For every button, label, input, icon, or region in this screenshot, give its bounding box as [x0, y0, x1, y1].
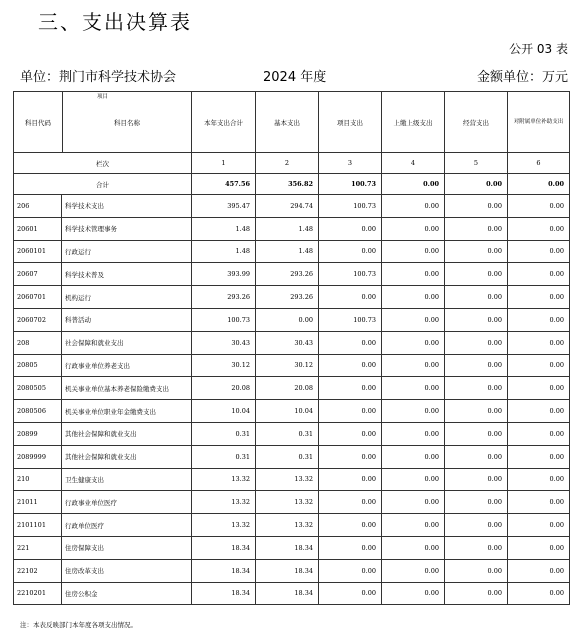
amount-cell: 0.00 [382, 377, 445, 400]
amount-cell: 0.00 [445, 468, 508, 491]
amount-cell: 0.00 [382, 559, 445, 582]
subject-name: 其他社会保障和就业支出 [62, 445, 192, 468]
subject-name: 科学技术支出 [62, 195, 192, 218]
amount-cell: 0.00 [319, 559, 382, 582]
amount-cell: 0.00 [508, 263, 570, 286]
total-value: 0.00 [445, 174, 508, 195]
table-row [14, 491, 570, 514]
amount-cell: 18.34 [192, 536, 256, 559]
amount-cell: 20.08 [192, 377, 256, 400]
amount-cell: 0.00 [508, 422, 570, 445]
amount-cell: 0.00 [508, 354, 570, 377]
total-value: 100.73 [319, 174, 382, 195]
amount-cell: 0.00 [445, 286, 508, 309]
amount-cell: 293.26 [256, 286, 319, 309]
amount-cell: 0.00 [382, 331, 445, 354]
amount-cell: 0.00 [382, 263, 445, 286]
amount-cell: 18.34 [256, 582, 319, 605]
table-row [14, 559, 570, 582]
amount-cell: 0.00 [508, 331, 570, 354]
col-number: 6 [508, 153, 570, 174]
table-row [14, 514, 570, 537]
amount-cell: 0.00 [382, 286, 445, 309]
amount-cell: 0.31 [192, 445, 256, 468]
col-number: 2 [256, 153, 319, 174]
col-number: 4 [382, 153, 445, 174]
subject-code: 206 [14, 195, 62, 218]
table-row [14, 195, 570, 218]
col-number: 5 [445, 153, 508, 174]
amount-cell: 0.00 [445, 514, 508, 537]
amount-cell: 0.00 [508, 400, 570, 423]
subject-code: 2101101 [14, 514, 62, 537]
amount-cell: 0.00 [319, 445, 382, 468]
money-unit-label: 金额单位：万元 [476, 70, 568, 85]
amount-cell: 0.00 [508, 468, 570, 491]
subject-name: 住房保障支出 [62, 536, 192, 559]
code-header: 科目代码 [14, 92, 63, 152]
amount-cell: 100.73 [319, 308, 382, 331]
col-header: 本年支出合计 [192, 92, 256, 153]
amount-cell: 13.32 [256, 468, 319, 491]
subject-code: 21011 [14, 491, 62, 514]
amount-cell: 100.73 [319, 195, 382, 218]
page-title: 三、支出决算表 [38, 10, 192, 34]
amount-cell: 13.32 [256, 514, 319, 537]
amount-cell: 20.08 [256, 377, 319, 400]
subject-code: 20601 [14, 217, 62, 240]
subject-name: 行政事业单位医疗 [62, 491, 192, 514]
amount-cell: 0.00 [319, 354, 382, 377]
table-row [14, 217, 570, 240]
amount-cell: 0.00 [382, 400, 445, 423]
col-header: 对附属单位补助支出 [508, 92, 570, 153]
unit-label: 单位：荆门市科学技术协会 [20, 70, 177, 85]
year-label: 2024 年度 [263, 70, 327, 85]
col-header: 基本支出 [256, 92, 319, 153]
col-number: 1 [192, 153, 256, 174]
table-row [14, 308, 570, 331]
col-header: 上缴上级支出 [382, 92, 445, 153]
total-value: 0.00 [508, 174, 570, 195]
amount-cell: 0.00 [445, 354, 508, 377]
amount-cell: 0.00 [445, 308, 508, 331]
table-row [14, 331, 570, 354]
amount-cell: 0.00 [508, 217, 570, 240]
amount-cell: 30.12 [192, 354, 256, 377]
subject-code: 208 [14, 331, 62, 354]
amount-cell: 0.00 [508, 491, 570, 514]
subject-code: 210 [14, 468, 62, 491]
table-row [14, 354, 570, 377]
amount-cell: 0.00 [445, 582, 508, 605]
subject-name: 行政单位医疗 [62, 514, 192, 537]
amount-cell: 0.00 [382, 217, 445, 240]
total-label: 合计 [14, 174, 192, 195]
amount-cell: 0.00 [319, 582, 382, 605]
project-header [14, 92, 192, 153]
subject-code: 20607 [14, 263, 62, 286]
amount-cell: 293.26 [256, 263, 319, 286]
amount-cell: 13.32 [256, 491, 319, 514]
table-row [14, 468, 570, 491]
subject-code: 2080505 [14, 377, 62, 400]
amount-cell: 0.00 [382, 422, 445, 445]
amount-cell: 0.00 [382, 514, 445, 537]
amount-cell: 293.26 [192, 286, 256, 309]
amount-cell: 0.00 [508, 536, 570, 559]
amount-cell: 18.34 [192, 582, 256, 605]
amount-cell: 1.48 [192, 240, 256, 263]
col-header: 经营支出 [445, 92, 508, 153]
amount-cell: 0.00 [508, 240, 570, 263]
amount-cell: 0.00 [445, 377, 508, 400]
amount-cell: 1.48 [192, 217, 256, 240]
amount-cell: 18.34 [256, 536, 319, 559]
subject-name: 卫生健康支出 [62, 468, 192, 491]
subject-name: 科学技术管理事务 [62, 217, 192, 240]
subject-name: 行政事业单位养老支出 [62, 354, 192, 377]
table-row [14, 445, 570, 468]
subject-code: 2089999 [14, 445, 62, 468]
amount-cell: 13.32 [192, 514, 256, 537]
amount-cell: 0.00 [382, 468, 445, 491]
table-row [14, 377, 570, 400]
subject-name: 机构运行 [62, 286, 192, 309]
amount-cell: 0.00 [382, 354, 445, 377]
amount-cell: 0.00 [508, 445, 570, 468]
amount-cell: 0.00 [319, 286, 382, 309]
name-header: 科目名称 [114, 118, 140, 127]
subject-code: 2210201 [14, 582, 62, 605]
amount-cell: 0.31 [192, 422, 256, 445]
subject-name: 社会保障和就业支出 [62, 331, 192, 354]
amount-cell: 0.00 [319, 491, 382, 514]
subject-name: 科普活动 [62, 308, 192, 331]
amount-cell: 0.00 [445, 400, 508, 423]
amount-cell: 0.00 [319, 217, 382, 240]
col-header: 项目支出 [319, 92, 382, 153]
amount-cell: 13.32 [192, 468, 256, 491]
column-number-row [14, 153, 570, 174]
amount-cell: 100.73 [319, 263, 382, 286]
amount-cell: 0.00 [319, 400, 382, 423]
amount-cell: 30.12 [256, 354, 319, 377]
subject-name: 其他社会保障和就业支出 [62, 422, 192, 445]
table-row [14, 400, 570, 423]
amount-cell: 10.04 [192, 400, 256, 423]
subject-code: 20805 [14, 354, 62, 377]
subject-name: 科学技术普及 [62, 263, 192, 286]
subject-code: 2060701 [14, 286, 62, 309]
table-row [14, 263, 570, 286]
total-value: 356.82 [256, 174, 319, 195]
amount-cell: 0.00 [319, 377, 382, 400]
amount-cell: 0.00 [445, 263, 508, 286]
amount-cell: 100.73 [192, 308, 256, 331]
amount-cell: 395.47 [192, 195, 256, 218]
table-row [14, 536, 570, 559]
amount-cell: 0.00 [508, 377, 570, 400]
amount-cell: 0.00 [445, 491, 508, 514]
amount-cell: 18.34 [256, 559, 319, 582]
amount-cell: 30.43 [192, 331, 256, 354]
subject-code: 2060101 [14, 240, 62, 263]
amount-cell: 0.00 [382, 240, 445, 263]
amount-cell: 0.00 [445, 195, 508, 218]
total-row [14, 174, 570, 195]
table-row [14, 422, 570, 445]
amount-cell: 0.00 [319, 536, 382, 559]
subject-name: 行政运行 [62, 240, 192, 263]
amount-cell: 0.00 [319, 240, 382, 263]
amount-cell: 0.31 [256, 422, 319, 445]
amount-cell: 0.00 [319, 468, 382, 491]
amount-cell: 0.00 [445, 217, 508, 240]
amount-cell: 0.00 [319, 331, 382, 354]
total-value: 0.00 [382, 174, 445, 195]
table-row [14, 582, 570, 605]
amount-cell: 30.43 [256, 331, 319, 354]
amount-cell: 0.00 [382, 536, 445, 559]
lanci-label: 栏次 [14, 153, 192, 174]
amount-cell: 0.00 [256, 308, 319, 331]
footer-note: 注：本表反映部门本年度各项支出情况。 [20, 621, 137, 629]
amount-cell: 0.00 [445, 240, 508, 263]
subject-code: 221 [14, 536, 62, 559]
amount-cell: 0.00 [382, 195, 445, 218]
amount-cell: 0.00 [508, 514, 570, 537]
amount-cell: 1.48 [256, 240, 319, 263]
table-row [14, 286, 570, 309]
total-value: 457.56 [192, 174, 256, 195]
amount-cell: 13.32 [192, 491, 256, 514]
subject-name: 机关事业单位基本养老保险缴费支出 [62, 377, 192, 400]
amount-cell: 0.00 [508, 308, 570, 331]
subject-code: 22102 [14, 559, 62, 582]
amount-cell: 0.00 [508, 286, 570, 309]
amount-cell: 0.00 [508, 559, 570, 582]
table-row [14, 240, 570, 263]
amount-cell: 0.00 [382, 491, 445, 514]
amount-cell: 0.00 [445, 422, 508, 445]
amount-cell: 10.04 [256, 400, 319, 423]
amount-cell: 0.00 [445, 536, 508, 559]
amount-cell: 294.74 [256, 195, 319, 218]
subject-name: 住房公积金 [62, 582, 192, 605]
subject-code: 2080506 [14, 400, 62, 423]
amount-cell: 0.00 [445, 559, 508, 582]
subject-name: 住房改革支出 [62, 559, 192, 582]
subject-code: 20899 [14, 422, 62, 445]
amount-cell: 0.00 [382, 582, 445, 605]
expenditure-table [13, 91, 570, 605]
amount-cell: 0.00 [319, 422, 382, 445]
amount-cell: 1.48 [256, 217, 319, 240]
amount-cell: 0.00 [382, 445, 445, 468]
project-header-label: 项目 [96, 94, 108, 100]
col-number: 3 [319, 153, 382, 174]
amount-cell: 18.34 [192, 559, 256, 582]
subject-name: 机关事业单位职业年金缴费支出 [62, 400, 192, 423]
amount-cell: 0.00 [508, 582, 570, 605]
amount-cell: 0.00 [319, 514, 382, 537]
amount-cell: 0.00 [508, 195, 570, 218]
subject-code: 2060702 [14, 308, 62, 331]
form-number: 公开 03 表 [509, 42, 568, 56]
amount-cell: 0.00 [445, 331, 508, 354]
amount-cell: 0.00 [445, 445, 508, 468]
amount-cell: 0.00 [382, 308, 445, 331]
amount-cell: 393.99 [192, 263, 256, 286]
amount-cell: 0.31 [256, 445, 319, 468]
